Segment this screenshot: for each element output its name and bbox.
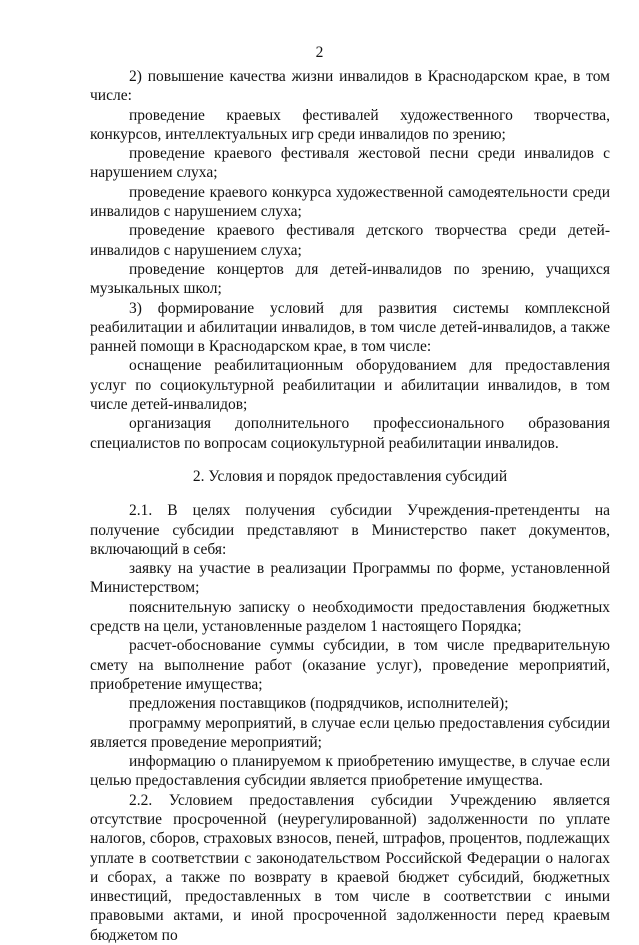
paragraph: заявку на участие в реализации Программы по форме, установленной Министерством; [90, 560, 610, 597]
paragraph: оснащение реабилитационным оборудованием для предоставления услуг по социокультурной реабилитации и абилитации инвалидов, в том числе детей-инвалидов; [90, 357, 610, 414]
paragraph: проведение краевого фестиваля детского творчества среди детей-инвалидов с нарушением слуха; [90, 222, 610, 259]
paragraph: предложения поставщиков (подрядчиков, исполнителей); [129, 695, 509, 713]
paragraph: проведение краевого фестиваля жестовой песни среди инвалидов с нарушением слуха; [90, 145, 610, 182]
page-number: 2 [315, 44, 324, 61]
paragraph: информацию о планируемом к приобретению имуществе, в случае если целью предоставления субсидии является приобретение имущества. [90, 753, 610, 790]
paragraph: пояснительную записку о необходимости предоставления бюджетных средств на цели, установленные разделом 1 настоящего Порядка; [90, 598, 610, 636]
section-heading: 2. Условия и порядок предоставления субсидий [192, 467, 508, 485]
paragraph: 2.2. Условием предоставления субсидии Учреждению является отсутствие просроченной (неурегулированной) задолженности по уплате налогов, сборов, страховых взносов, пеней, штрафов, процентов, подлежащих уплате в соответствии с законодательством Российской Федерации о налогах и сборах, а также по возврату в краевой бюджет субсидий, бюджетных инвестиций, предоставленных в том числе в соответствии с иными правовыми актами, и иной просроченной задолженности перед краевым бюджетом по [90, 791, 610, 944]
paragraph: проведение краевого конкурса художественной самодеятельности среди инвалидов с нарушением слуха; [90, 183, 610, 221]
paragraph: 3) формирование условий для развития системы комплексной реабилитации и абилитации инвалидов, в том числе детей-инвалидов, а также ранней помощи в Краснодарском крае, в том числе: [90, 299, 610, 356]
paragraph: 2.1. В целях получения субсидии Учреждения-претенденты на получение субсидии представляют в Министерство пакет документов, включающий в себя: [90, 502, 610, 558]
paragraph: программу мероприятий, в случае если целью предоставления субсидии является проведение мероприятий; [90, 714, 610, 751]
paragraph: 2) повышение качества жизни инвалидов в Краснодарском крае, в том числе: [90, 68, 610, 105]
paragraph: проведение краевых фестивалей художественного творчества, конкурсов, интеллектуальных игр среди инвалидов по зрению; [90, 106, 610, 143]
document-body [90, 67, 610, 945]
paragraph: организация дополнительного профессионального образования специалистов по вопросам социокультурной реабилитации инвалидов. [90, 415, 610, 452]
paragraph: расчет-обоснование суммы субсидии, в том числе предварительную смету на выполнение работ (оказание услуг), проведение мероприятий, приобретение имущества; [90, 637, 610, 693]
paragraph: проведение концертов для детей-инвалидов по зрению, учащихся музыкальных школ; [90, 260, 610, 298]
